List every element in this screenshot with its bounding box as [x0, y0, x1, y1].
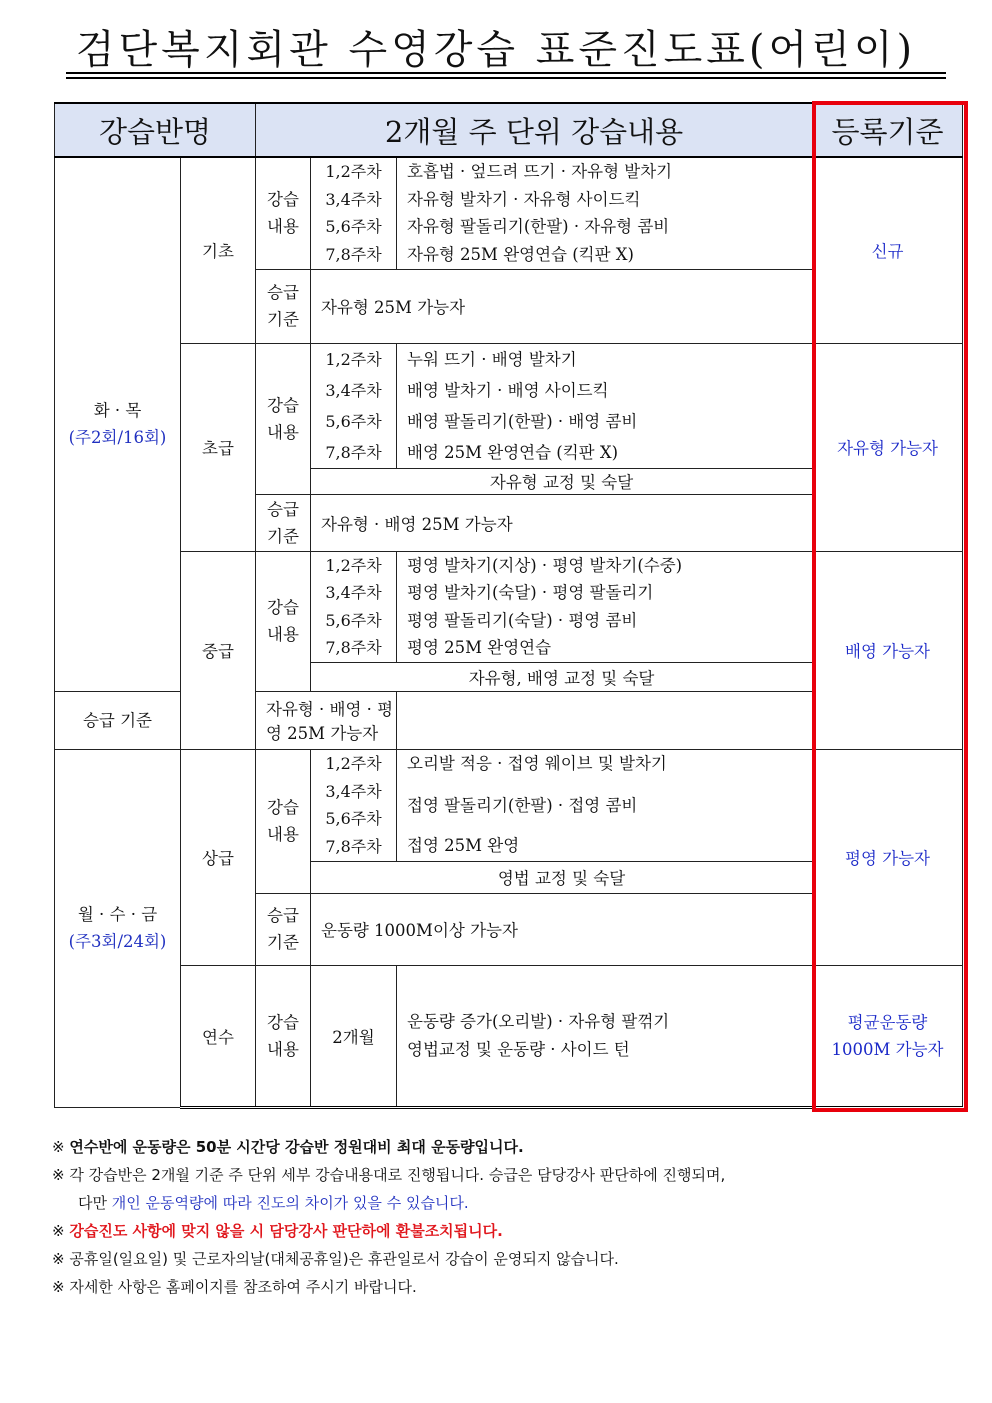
note-item: ※ 공휴일(일요일) 및 근로자의날(대체공휴일)은 휴관일로서 강습이 운영되지 않습니다.	[52, 1250, 619, 1268]
title-underline	[66, 72, 946, 74]
notes-section	[52, 1133, 952, 1301]
title-underline-second	[66, 77, 946, 79]
lesson-label: 강습 내용	[256, 749, 311, 893]
lesson-label: 강습 내용	[256, 551, 311, 691]
level-advanced: 상급	[181, 749, 256, 965]
promotion-criteria: 자유형 · 배영 · 평영 25M 가능자	[256, 691, 397, 749]
table-row	[55, 551, 963, 662]
registration-training: 평균운동량 1000M 가능자	[813, 965, 963, 1107]
lesson-label: 강습 내용	[256, 157, 311, 269]
promotion-label: 승급 기준	[256, 494, 311, 551]
group-frequency: (주3회/24회)	[68, 932, 167, 951]
table-row	[55, 157, 963, 269]
lesson-label: 강습 내용	[256, 965, 311, 1107]
promotion-label: 승급 기준	[256, 269, 311, 343]
week-list: 1,2주차 3,4주차 5,6주차 7,8주차	[311, 157, 397, 269]
note-item: ※ 연수반에 운동량은 50분 시간당 강습반 정원대비 최대 운동량입니다.	[52, 1138, 524, 1156]
header-content: 2개월 주 단위 강습내용	[256, 103, 813, 157]
lesson-list: 운동량 증가(오리발) · 자유형 팔꺾기 영법교정 및 운동량 · 사이드 턴	[397, 965, 813, 1107]
registration-advanced: 평영 가능자	[813, 749, 963, 965]
week-list: 1,2주차 3,4주차 5,6주차 7,8주차	[311, 343, 397, 468]
level-training: 연수	[181, 965, 256, 1107]
header-registration: 등록기준	[813, 103, 963, 157]
promotion-criteria: 운동량 1000M이상 가능자	[311, 893, 813, 965]
week-list: 1,2주차 3,4주차 5,6주차 7,8주차	[311, 749, 397, 861]
week-list: 1,2주차 3,4주차 5,6주차 7,8주차	[311, 551, 397, 662]
level-beginner: 초급	[181, 343, 256, 551]
header-class-name: 강습반명	[55, 103, 256, 157]
correction-note: 영법 교정 및 숙달	[311, 861, 813, 893]
lesson-list: 평영 발차기(지상) · 평영 발차기(수중) 평영 발차기(숙달) · 평영 팔돌리기 평영 팔돌리기(숙달) · 평영 콤비 평영 25M 완영연습	[397, 551, 813, 662]
note-item: ※ 각 강습반은 2개월 기준 주 단위 세부 강습내용대로 진행됩니다. 승급은 담당강사 판단하에 진행되며,	[52, 1166, 726, 1184]
correction-note: 자유형 교정 및 숙달	[311, 468, 813, 494]
group-frequency: (주2회/16회)	[68, 428, 167, 448]
table-row	[55, 343, 963, 468]
training-period: 2개월	[311, 965, 397, 1107]
table-row	[55, 749, 963, 861]
promotion-criteria: 자유형 · 배영 25M 가능자	[311, 494, 813, 551]
promotion-criteria: 자유형 25M 가능자	[311, 269, 813, 343]
lesson-list: 오리발 적응 · 접영 웨이브 및 발차기 접영 팔돌리기(한팔) · 접영 콤비 접영 25M 완영	[397, 749, 813, 861]
note-item: ※ 강습진도 사항에 맞지 않을 시 담당강사 판단하에 환불조치됩니다.	[52, 1222, 503, 1240]
group-tue-thu	[55, 157, 181, 691]
table-header-row	[55, 103, 963, 157]
registration-basic: 신규	[813, 157, 963, 343]
table-row	[55, 965, 963, 1107]
lesson-list: 누워 뜨기 · 배영 발차기 배영 발차기 · 배영 사이드킥 배영 팔돌리기(한팔) · 배영 콤비 배영 25M 완영연습 (킥판 X)	[397, 343, 813, 468]
registration-beginner: 자유형 가능자	[813, 343, 963, 551]
level-basic: 기초	[181, 157, 256, 343]
curriculum-table	[54, 102, 963, 1109]
page-title: 검단복지회관 수영강습 표준진도표(어린이)	[75, 27, 917, 73]
lesson-list: 호흡법 · 엎드려 뜨기 · 자유형 발차기 자유형 발차기 · 자유형 사이드킥 자유형 팔돌리기(한팔) · 자유형 콤비 자유형 25M 완영연습 (킥판 X)	[397, 157, 813, 269]
promotion-label: 승급 기준	[55, 691, 181, 749]
level-intermediate: 중급	[181, 551, 256, 749]
promotion-label: 승급 기준	[256, 893, 311, 965]
group-mon-wed-fri	[55, 749, 181, 1107]
note-item: 다만 개인 운동역량에 따라 진도의 차이가 있을 수 있습니다.	[78, 1194, 469, 1212]
group-days: 화 · 목	[93, 401, 142, 421]
group-days: 월 · 수 · 금	[77, 905, 158, 924]
lesson-label: 강습 내용	[256, 343, 311, 494]
correction-note: 자유형, 배영 교정 및 숙달	[311, 662, 813, 691]
registration-intermediate: 배영 가능자	[813, 551, 963, 749]
note-item: ※ 자세한 사항은 홈페이지를 참조하여 주시기 바랍니다.	[52, 1278, 417, 1296]
